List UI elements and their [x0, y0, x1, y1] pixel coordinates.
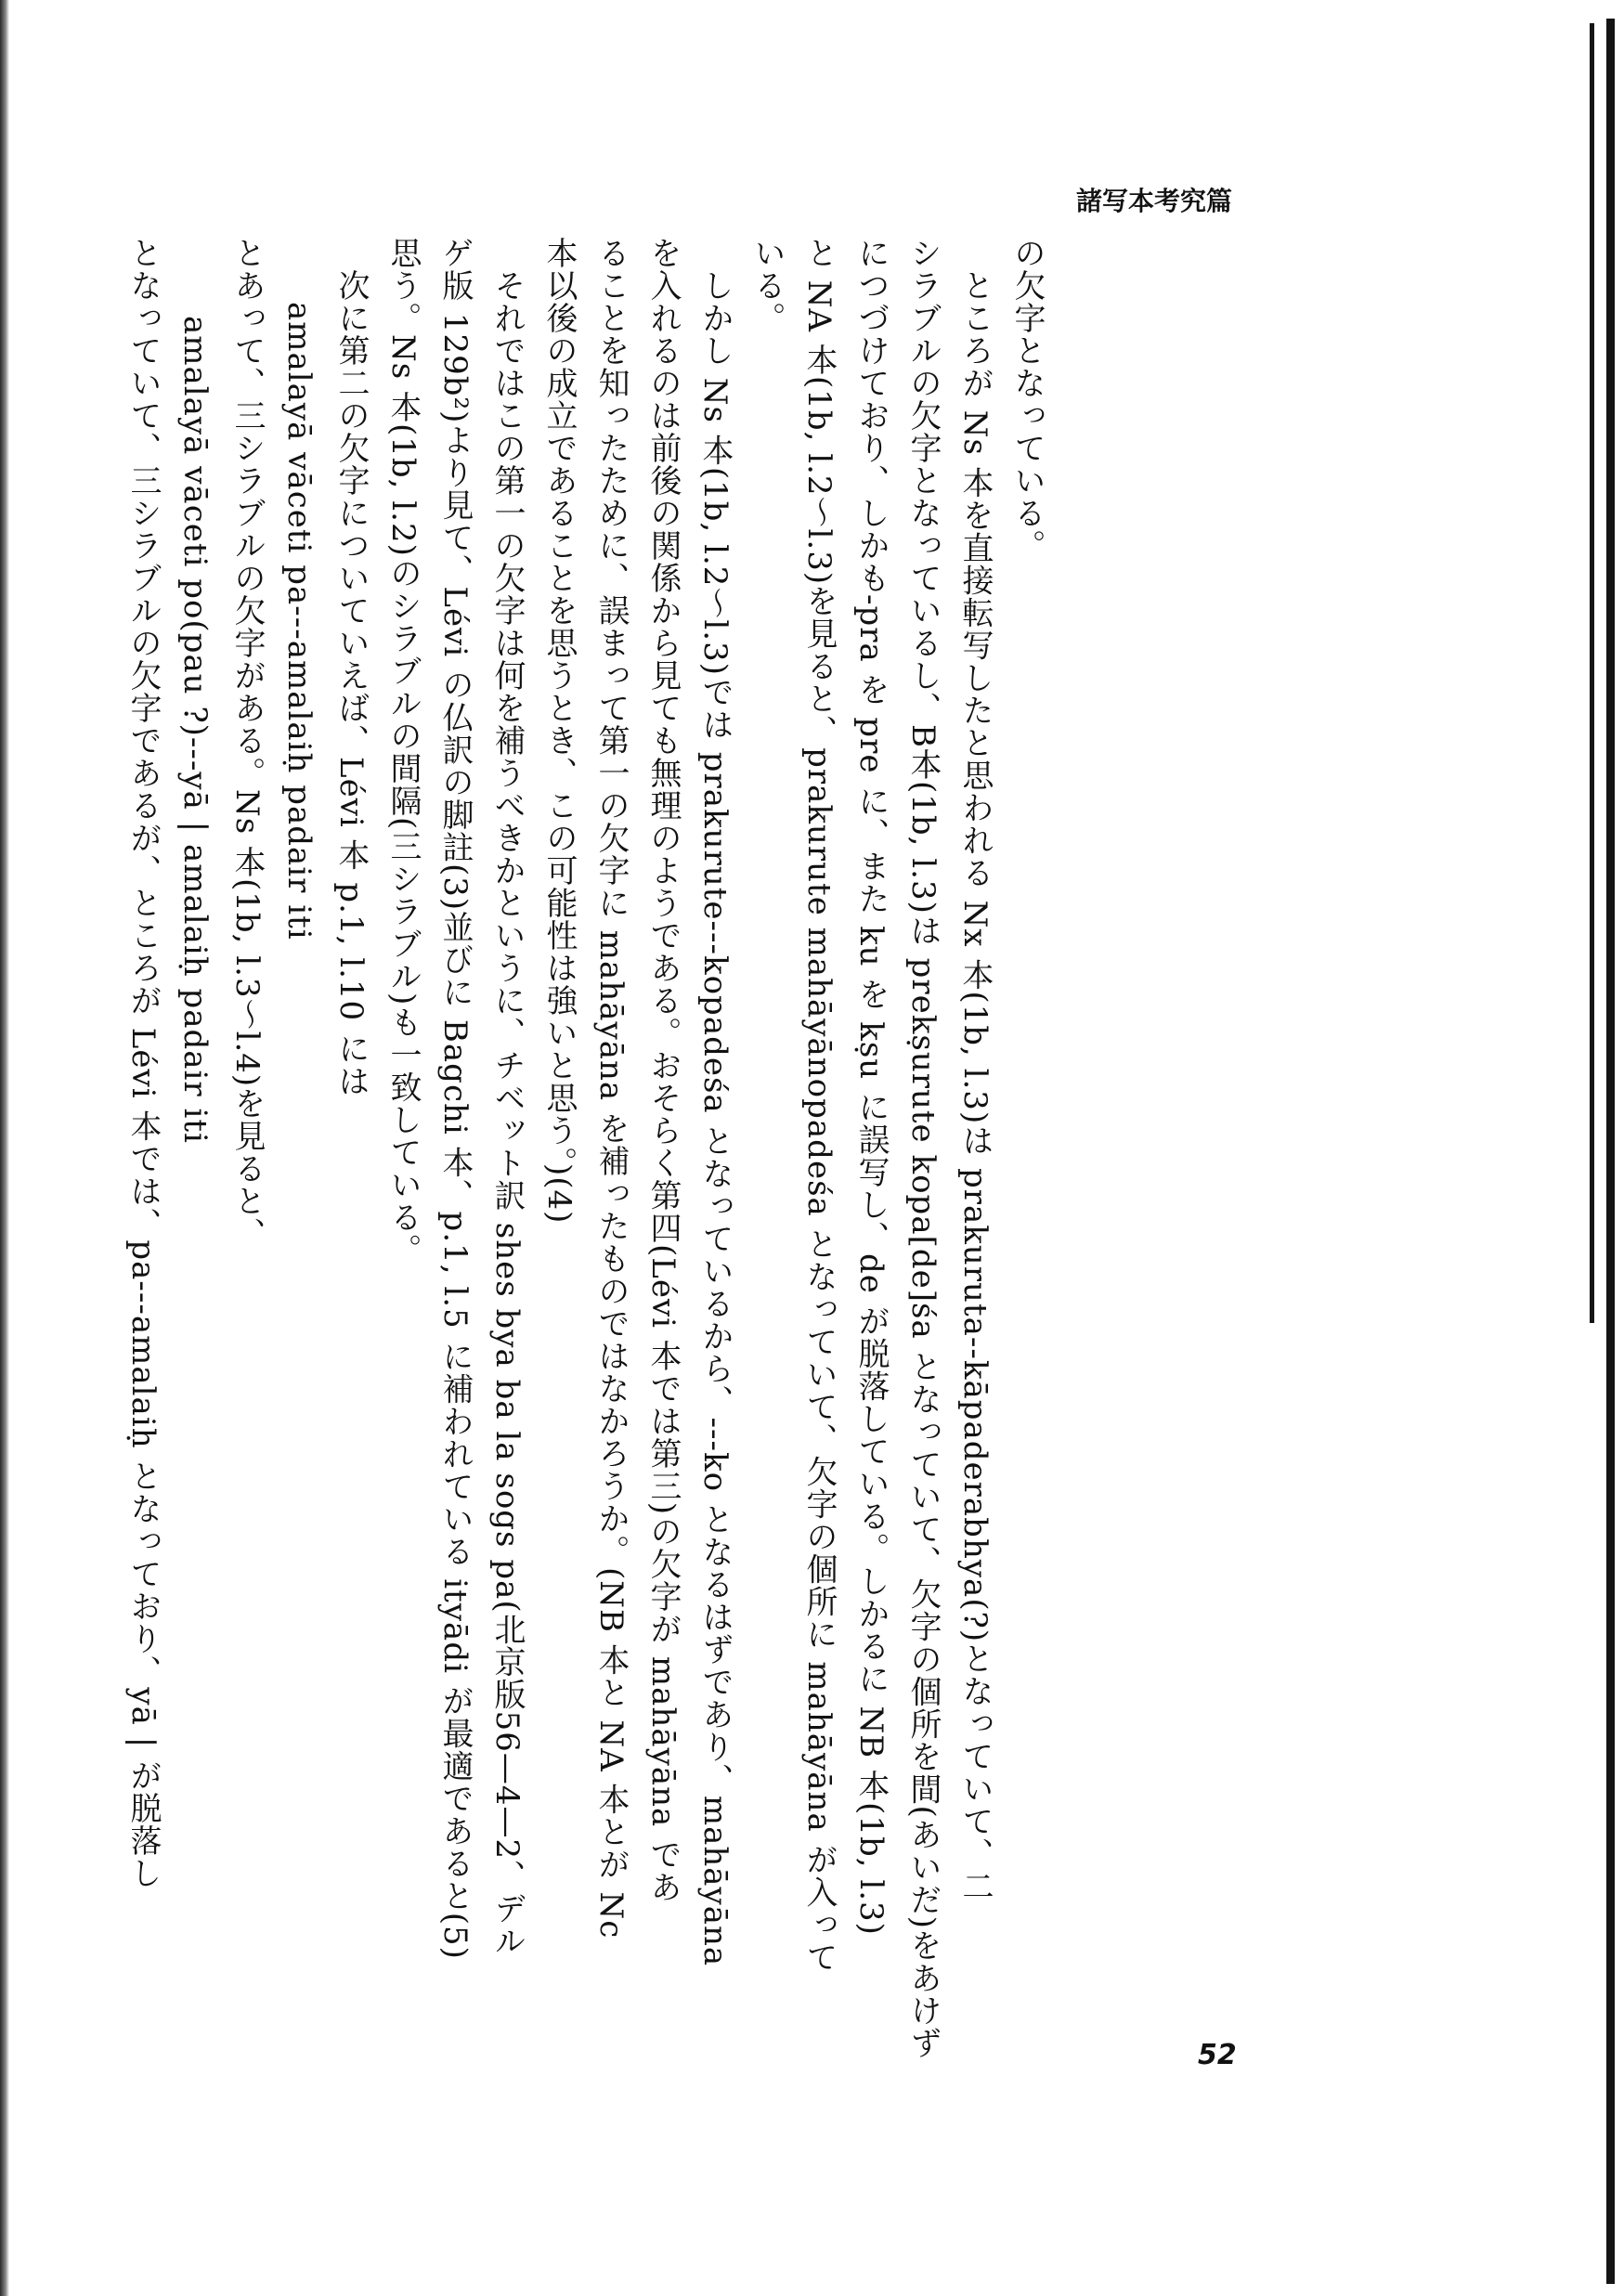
text-column: ところが Ns 本を直接転写したと思われる Nx 本(1b, l.3)は prakuruta‐‐kāpaderabhya(?)となっていて、二 [956, 269, 994, 1903]
text-column: につづけており、しかも‐pra を pre に、また ku を kṣu に誤写し、de が脱落している。しかるに NB 本(1b, l.3) [852, 237, 890, 1936]
running-header: 諸写本考究篇 [1076, 186, 1233, 216]
quoted-text: amalayā vāceti po(pau ?)‐‐‐yā | amalaiḥ padair iti [176, 316, 214, 1144]
scan-edge-left [0, 0, 9, 2296]
text-column: いる。 [748, 237, 786, 334]
text-column: ゲ版 129b²)より見て、Lévi の仏訳の脚註(3)並びに Bagchi 本、p.1, l.5 に補われている ityādi が最適であると(5) [436, 237, 474, 1960]
text-column: の欠字となっている。 [1008, 237, 1046, 562]
text-column: しかし Ns 本(1b, l.2〜l.3)では prakurute‐‐‐kopadeśa となっているから、‐‐‐ko となるはずであり、mahāyāna [696, 269, 734, 1967]
text-column: シラブルの欠字となっているし、B本(1b, l.3)は prekṣurute kopa[de]śa となっていて、欠字の個所を間(あいだ)をあけず [904, 237, 942, 2060]
text-column: 次に第二の欠字についていえば、Lévi 本 p.1, l.10 には [332, 269, 370, 1097]
text-column: それではこの第一の欠字は何を補うべきかというに、チベット訳 shes bya ba la sogs pa(北京版56—4—2、デル [488, 269, 526, 1958]
text-column: 思う。Ns 本(1b, l.2)のシラブルの間隔(三シラブル)も一致している。 [384, 237, 422, 1266]
quoted-text: amalayā vāceti pa‐‐‐amalaiḥ padair iti [280, 302, 318, 940]
text-column: と NA 本(1b, l.2〜l.3)を見ると、prakurute mahāyānopadeśa となっていて、欠字の個所に mahāyāna が入って [800, 237, 838, 1974]
page-number: 52 [1198, 2039, 1237, 2071]
body-text [121, 237, 1049, 2060]
text-column: を入れるのは前後の関係から見ても無理のようである。おそらく第四(Lévi 本では第三)の欠字が mahāyāna であ [644, 237, 682, 1904]
text-column: となっていて、三シラブルの欠字であるが、ところが Lévi 本では、pa‐‐‐amalaiḥ となっており、yā | が脱落し [124, 237, 162, 1889]
scan-edge-right-inner [1590, 23, 1594, 1323]
text-column: ることを知ったために、誤まって第一の欠字に mahāyāna を補ったものではなかろうか。(NB 本と NA 本とが Nc [592, 237, 630, 1939]
scan-edge-right-outer [1606, 19, 1615, 2284]
text-column: とあって、三シラブルの欠字がある。Ns 本(1b, l.3〜l.4)を見ると、 [228, 237, 266, 1251]
text-column: 本以後の成立であることを思うとき、この可能性は強いと思う。)(4) [540, 237, 578, 1225]
